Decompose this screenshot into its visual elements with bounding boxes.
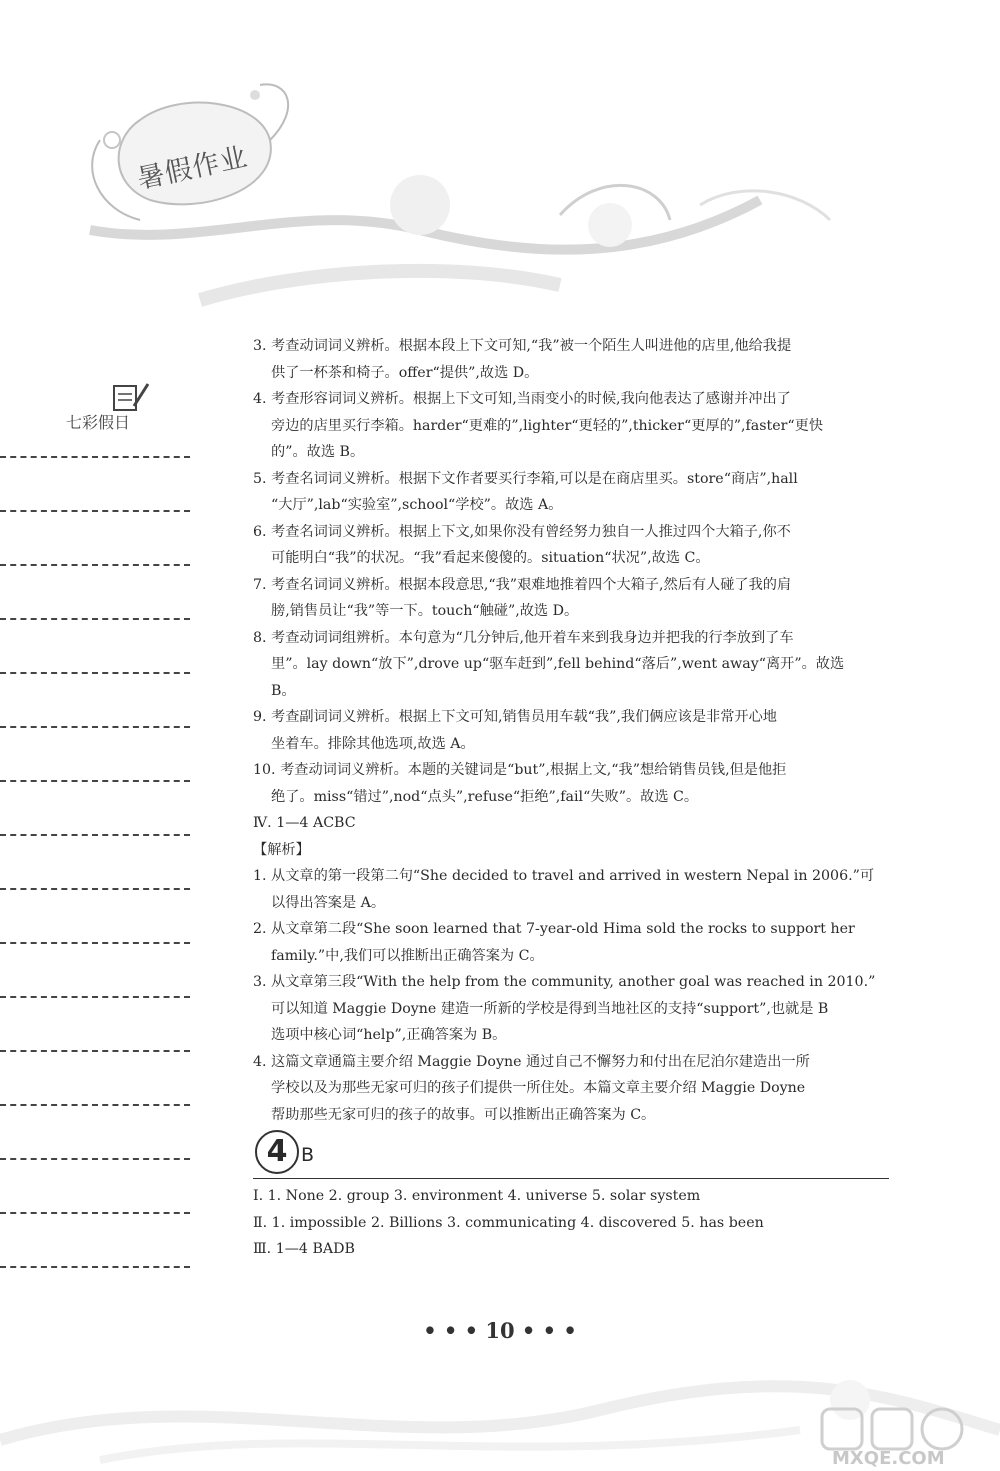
text-line: 绝了。miss“错过”,nod“点头”,refuse“拒绝”,fail“失败”。故选 C。 (271, 788, 699, 805)
text-line: 帮助那些无家可归的孩子的故事。可以推断出正确答案为 C。 (271, 1106, 656, 1123)
answer-explanations (253, 333, 889, 1128)
page-number: • • • 10 • • • (423, 1318, 577, 1343)
note-line (0, 1212, 190, 1214)
text-line: 3. 考查动词词义辨析。根据本段上下文可知,“我”被一个陌生人叫进他的店里,他给我提 (253, 338, 792, 354)
note-line (0, 564, 190, 566)
text-line: family.”中,我们可以推断出正确答案为 C。 (271, 947, 544, 964)
text-line: 10. 考查动词词义辨析。本题的关键词是“but”,根据上文,“我”想给销售员钱,但是他拒 (253, 762, 787, 778)
note-line (0, 510, 190, 512)
text-line: B。 (271, 682, 296, 699)
note-line (0, 726, 190, 728)
answer-line: Ⅰ. 1. None 2. group 3. environment 4. universe 5. solar system (253, 1188, 701, 1204)
pencil-notebook-icon (112, 380, 152, 414)
sidebar-label: 七彩假日 (66, 413, 131, 432)
text-line: 可能明白“我”的状况。“我”看起来傻傻的。situation“状况”,故选 C。 (271, 550, 710, 566)
note-line (0, 888, 190, 890)
note-line (0, 834, 190, 836)
text-line: 可以知道 Maggie Doyne 建造一所新的学校是得到当地社区的支持“support”,也就是 B (271, 1000, 829, 1017)
header-title: 暑假作业 (134, 141, 251, 196)
text-line: 的”。故选 B。 (271, 444, 365, 460)
text-line: 供了一杯茶和椅子。offer“提供”,故选 D。 (271, 364, 539, 381)
text-line: 5. 考查名词词义辨析。根据下文作者要买行李箱,可以是在商店里买。store“商店”,hall (253, 470, 798, 487)
text-line: 学校以及为那些无家可归的孩子们提供一所住处。本篇文章主要介绍 Maggie Doyne (271, 1080, 806, 1096)
text-line: 2. 从文章第二段“She soon learned that 7-year-old Hima sold the rocks to support her (253, 921, 855, 937)
note-line (0, 1266, 190, 1268)
section-divider (253, 1178, 889, 1179)
note-line (0, 780, 190, 782)
text-line: 里”。lay down“放下”,drove up“驱车赶到”,fell behind“落后”,went away“离开”。故选 (271, 656, 845, 672)
note-line (0, 1104, 190, 1106)
note-line (0, 618, 190, 620)
text-line: 7. 考查名词词义辨析。根据本段意思,“我”艰难地推着四个大箱子,然后有人碰了我的肩 (253, 576, 792, 593)
text-line: 9. 考查副词词义辨析。根据上下文可知,销售员用车载“我”,我们俩应该是非常开心地 (253, 709, 777, 725)
note-line (0, 672, 190, 674)
text-line: 膀,销售员让“我”等一下。touch“触碰”,故选 D。 (271, 603, 579, 619)
answer-key (253, 1183, 889, 1263)
text-line: 选项中核心词“help”,正确答案为 B。 (271, 1027, 507, 1043)
text-line: 【解析】 (253, 841, 310, 858)
note-line (0, 1050, 190, 1052)
note-line (0, 1158, 190, 1160)
text-line: 以得出答案是 A。 (271, 894, 386, 911)
section-letter: B (301, 1144, 315, 1166)
text-line: 坐着车。排除其他选项,故选 A。 (271, 735, 475, 752)
text-line: 6. 考查名词词义辨析。根据上下文,如果你没有曾经努力独自一人推过四个大箱子,你不 (253, 523, 791, 540)
watermark-logo (820, 1405, 970, 1451)
text-line: 4. 这篇文章通篇主要介绍 Maggie Doyne 通过自己不懈努力和付出在尼泊尔建造出一所 (253, 1053, 810, 1070)
answer-line: Ⅲ. 1—4 BADB (253, 1241, 355, 1257)
text-line: 旁边的店里买行李箱。harder“更难的”,lighter“更轻的”,thicker“更厚的”,faster“更快 (271, 417, 824, 434)
text-line: 3. 从文章第三段“With the help from the community, another goal was reached in 2010.” (253, 974, 876, 990)
text-line: 8. 考查动词词组辨析。本句意为“几分钟后,他开着车来到我身边并把我的行李放到了车 (253, 629, 794, 646)
notes-sidebar (0, 380, 200, 1280)
text-line: Ⅳ. 1—4 ACBC (253, 815, 356, 831)
watermark-url: MXQE.COM (832, 1448, 945, 1469)
note-line (0, 456, 190, 458)
text-line: “大厅”,lab“实验室”,school“学校”。故选 A。 (271, 497, 563, 513)
text-line: 1. 从文章的第一段第二句“She decided to travel and arrived in western Nepal in 2006.”可 (253, 868, 875, 884)
text-line: 4. 考查形容词词义辨析。根据上下文可知,当雨变小的时候,我向他表达了感谢并冲出了 (253, 391, 791, 407)
answer-line: Ⅱ. 1. impossible 2. Billions 3. communicating 4. discovered 5. has been (253, 1214, 764, 1231)
note-line (0, 942, 190, 944)
section-number: 4 (255, 1130, 299, 1174)
section-header (253, 1130, 889, 1180)
note-line (0, 996, 190, 998)
